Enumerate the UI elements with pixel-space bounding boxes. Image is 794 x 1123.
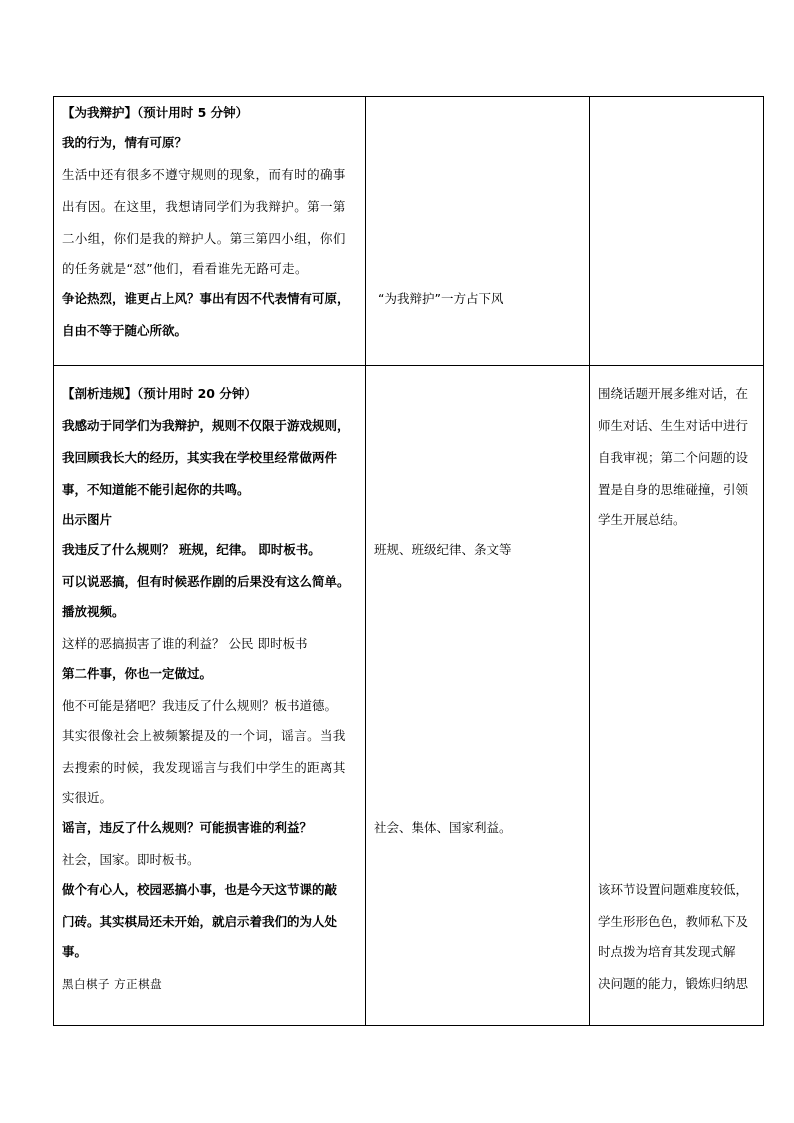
text-line: 置是自身的思维碰撞，引领: [598, 482, 749, 497]
student-activity-cell: [366, 366, 590, 1026]
lesson-plan-table: [53, 96, 764, 1026]
student-activity-cell: [366, 97, 590, 366]
text-line: 班规、班级纪律、条文等: [374, 542, 512, 557]
text-line: 决问题的能力，锻炼归纳思: [598, 976, 749, 991]
text-line: 播放视频。: [62, 604, 125, 619]
text-line: 围绕话题开展多维对话，在: [598, 386, 749, 401]
text-line: 事。: [62, 944, 88, 959]
text-line: 生活中还有很多不遵守规则的现象，而有时的确事: [62, 167, 346, 182]
text-line: 师生对话、生生对话中进行: [598, 418, 749, 433]
text-line: 争论热烈，谁更占上风？事出有因不代表情有可原，: [62, 291, 350, 306]
text-line: 该环节设置问题难度较低，: [598, 882, 749, 897]
text-line: 其实很像社会上被频繁提及的一个词，谣言。当我: [62, 728, 346, 743]
text-line: 二小组，你们是我的辩护人。第三第四小组，你们: [62, 231, 346, 246]
text-line: 这样的恶搞损害了谁的利益？ 公民 即时板书: [62, 636, 308, 651]
section-heading: 【为我辩护】（预计用时 5 分钟）: [62, 105, 249, 120]
text-line: 的任务就是“怼”他们，看看谁先无路可走。: [62, 261, 308, 276]
text-line: 出有因。在这里，我想请同学们为我辩护。第一第: [62, 199, 346, 214]
text-line: 可以说恶搞，但有时候恶作剧的后果没有这么简单。: [62, 574, 350, 589]
section-heading: 【剖析违规】（预计用时 20 分钟）: [62, 386, 257, 401]
text-line: 我回顾我长大的经历，其实我在学校里经常做两件: [62, 450, 338, 465]
text-line: 黑白棋子 方正棋盘: [62, 977, 163, 991]
teaching-content-cell: [54, 366, 366, 1026]
text-line: 自我审视；第二个问题的设: [598, 450, 749, 465]
text-line: 学生开展总结。: [598, 512, 686, 527]
teaching-content-cell: [54, 97, 366, 366]
text-line: 我的行为，情有可原？: [62, 135, 188, 150]
text-line: 他不可能是猪吧？我违反了什么规则？板书道德。: [62, 698, 338, 713]
text-line: 学生形形色色，教师私下及: [598, 914, 749, 929]
design-intent-cell: [590, 97, 764, 366]
table-row: [54, 366, 764, 1026]
text-line: 做个有心人，校园恶搞小事，也是今天这节课的敲: [62, 882, 338, 897]
text-line: 我感动于同学们为我辩护，规则不仅限于游戏规则，: [62, 418, 350, 433]
text-line: 我违反了什么规则？ 班规，纪律。 即时板书。: [62, 542, 321, 557]
text-line: 实很近。: [62, 790, 113, 805]
text-line: 第二件事，你也一定做过。: [62, 666, 213, 681]
text-line: 出示图片: [62, 512, 113, 527]
table-row: [54, 97, 764, 366]
text-line: 事，不知道能不能引起你的共鸣。: [62, 482, 250, 497]
text-line: 去搜索的时候，我发现谣言与我们中学生的距离其: [62, 760, 346, 775]
text-line: 社会，国家。即时板书。: [62, 852, 200, 867]
text-line: “为我辩护”一方占下风: [378, 291, 504, 306]
design-intent-cell: [590, 366, 764, 1026]
text-line: 社会、集体、国家利益。: [374, 820, 512, 835]
text-line: 谣言，违反了什么规则？可能损害谁的利益？: [62, 820, 313, 835]
text-line: 自由不等于随心所欲。: [62, 323, 188, 338]
text-line: 门砖。其实棋局还未开始，就启示着我们的为人处: [62, 914, 338, 929]
text-line: 时点拨为培育其发现式解: [598, 944, 736, 959]
